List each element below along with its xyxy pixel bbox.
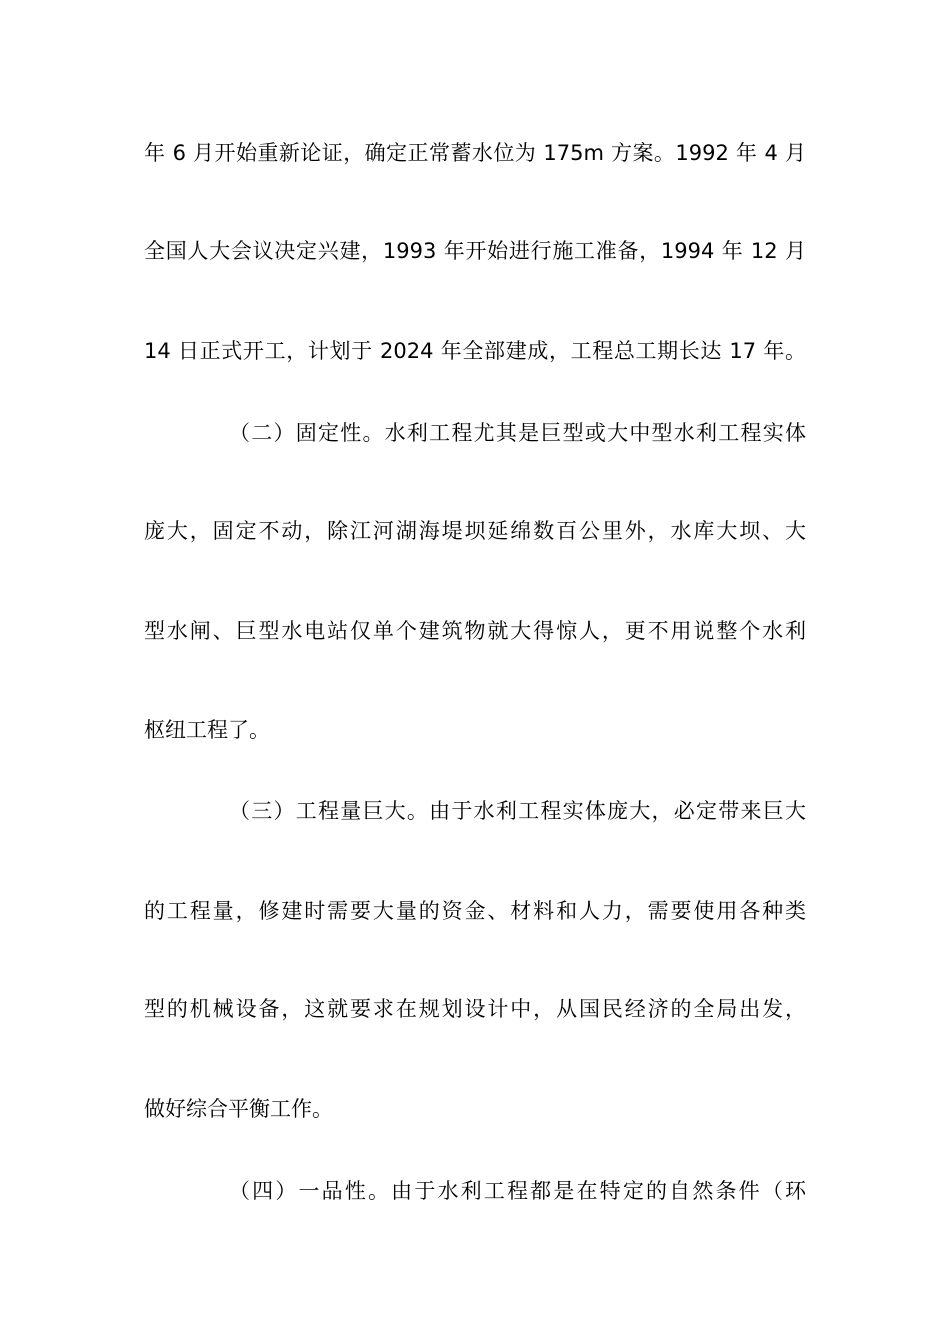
paragraph-end-line: 做好综合平衡工作。 — [144, 1097, 333, 1121]
text-line: 庞大，固定不动，除江河湖海堤坝延绵数百公里外，水库大坝、大 — [144, 519, 806, 543]
paragraph-start-line: （二）固定性。水利工程尤其是巨型或大中型水利工程实体 — [229, 421, 806, 445]
paragraph-start-line: （四）一品性。由于水利工程都是在特定的自然条件（环 — [229, 1179, 806, 1203]
text-line: 的工程量，修建时需要大量的资金、材料和人力，需要使用各种类 — [144, 899, 806, 923]
text-line: 年 6 月开始重新论证，确定正常蓄水位为 175m 方案。1992 年 4 月 — [144, 141, 806, 165]
text-line: 14 日正式开工，计划于 2024 年全部建成，工程总工期长达 17 年。 — [144, 339, 806, 363]
text-line: 型水闸、巨型水电站仅单个建筑物就大得惊人，更不用说整个水利 — [144, 619, 806, 643]
text-line: 型的机械设备，这就要求在规划设计中，从国民经济的全局出发， — [144, 997, 806, 1021]
paragraph-start-line: （三）工程量巨大。由于水利工程实体庞大，必定带来巨大 — [229, 799, 806, 823]
paragraph-end-line: 枢纽工程了。 — [144, 718, 270, 742]
text-line: 全国人大会议决定兴建，1993 年开始进行施工准备，1994 年 12 月 — [144, 239, 806, 263]
